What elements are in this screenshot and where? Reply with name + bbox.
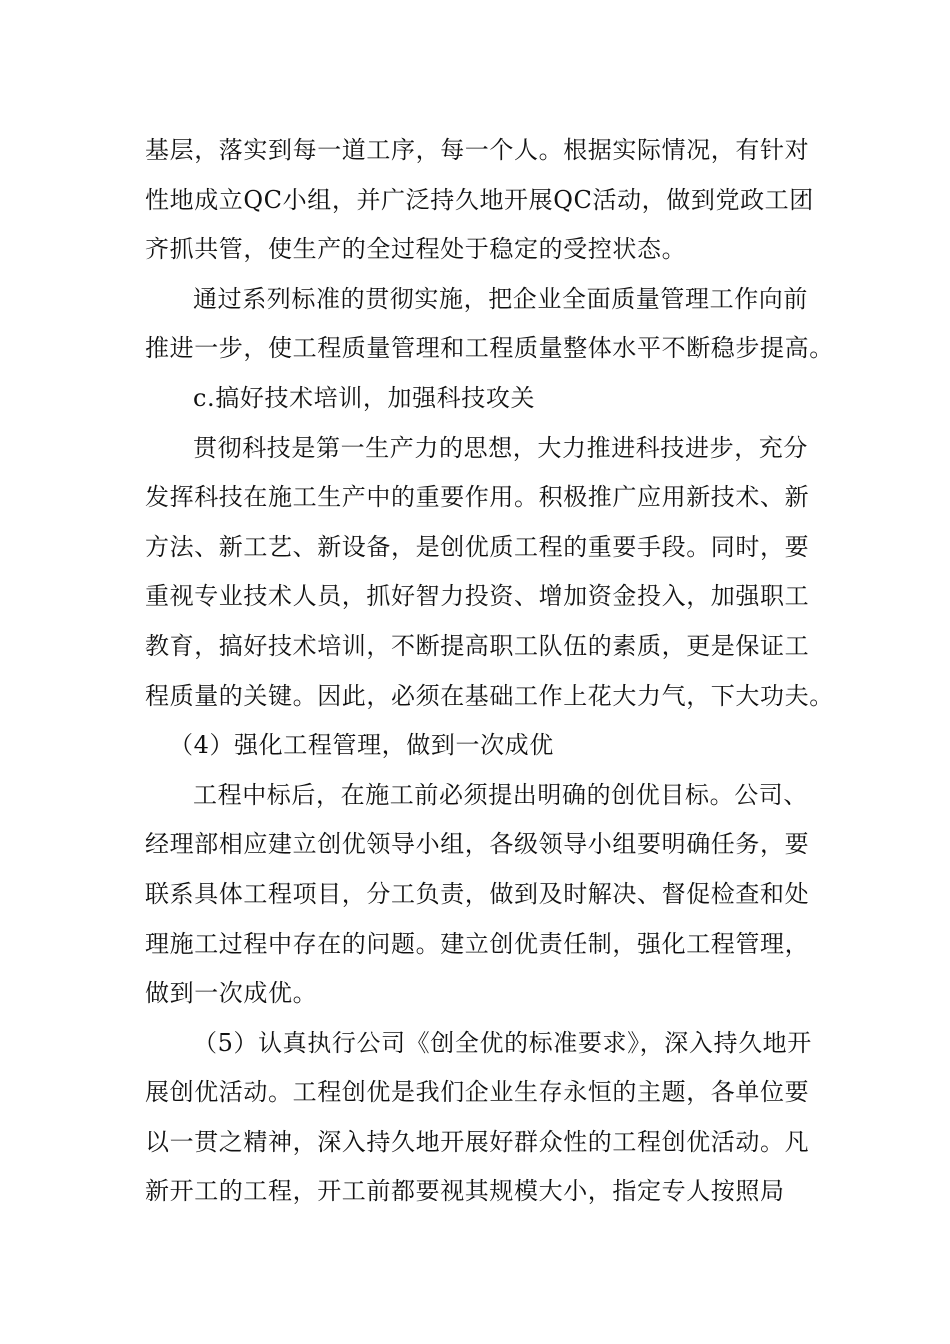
text-line: 理施工过程中存在的问题。建立创优责任制，强化工程管理， [145, 929, 810, 958]
text-line: 方法、新工艺、新设备，是创优质工程的重要手段。同时，要 [145, 532, 810, 561]
body-text [145, 126, 834, 1217]
section-heading: c.搞好技术培训，加强科技攻关 [193, 383, 536, 412]
text-line: 通过系列标准的贯彻实施，把企业全面质量管理工作向前 [193, 284, 808, 313]
text-line: 基层，落实到每一道工序，每一个人。根据实际情况，有针对 [145, 136, 810, 164]
text-line: 教育，搞好技术培训，不断提高职工队伍的素质，更是保证工 [145, 631, 810, 660]
text-line: 工程中标后，在施工前必须提出明确的创优目标。公司、 [193, 780, 808, 809]
text-line: 推进一步，使工程质量管理和工程质量整体水平不断稳步提高。 [145, 334, 834, 363]
text-line: 程质量的关键。因此，必须在基础工作上花大力气，下大功夫。 [145, 681, 834, 710]
text-line: 联系具体工程项目，分工负责，做到及时解决、督促检查和处 [145, 879, 810, 908]
text-line: 重视专业技术人员，抓好智力投资、增加资金投入，加强职工 [145, 582, 810, 611]
text-line: 齐抓共管，使生产的全过程处于稳定的受控状态。 [145, 235, 687, 264]
text-line: 经理部相应建立创优领导小组，各级领导小组要明确任务，要 [145, 830, 810, 859]
section-heading: （4）强化工程管理，做到一次成优 [169, 731, 554, 760]
text-line: 展创优活动。工程创优是我们企业生存永恒的主题，各单位要 [145, 1078, 810, 1107]
text-line: 发挥科技在施工生产中的重要作用。积极推广应用新技术、新 [145, 483, 810, 512]
text-line: 性地成立QC小组，并广泛持久地开展QC活动，做到党政工团 [145, 185, 814, 214]
text-line: 新开工的工程，开工前都要视其规模大小，指定专人按照局 [145, 1177, 785, 1206]
text-line: 做到一次成优。 [145, 979, 318, 1008]
text-line: 以一贯之精神，深入持久地开展好群众性的工程创优活动。凡 [145, 1127, 810, 1156]
text-line: 贯彻科技是第一生产力的思想，大力推进科技进步，充分 [193, 433, 808, 462]
text-line: （5）认真执行公司《创全优的标准要求》，深入持久地开 [193, 1028, 812, 1057]
